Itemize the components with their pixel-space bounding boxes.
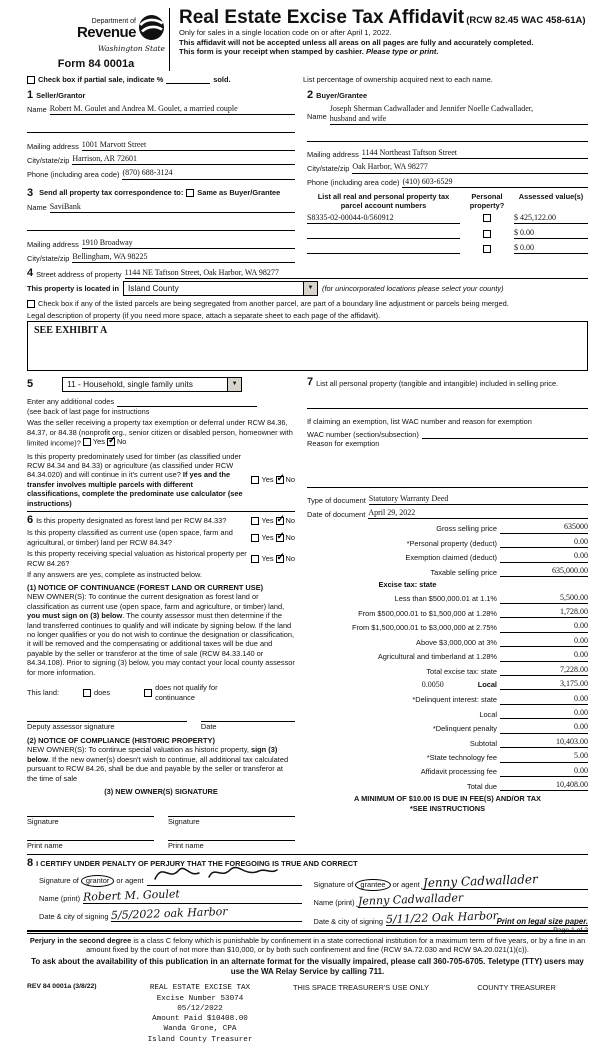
buyer-phone-value: (410) 603-6529: [402, 176, 453, 186]
agricultural-tax-field[interactable]: 0.00: [500, 650, 588, 661]
yes-label: Yes: [261, 533, 274, 543]
print-note-block: [497, 917, 588, 936]
seller-city-label: City/state/zip: [27, 155, 70, 165]
no-label: No: [285, 553, 295, 563]
exemption-note: If claiming an exemption, list WAC number and reason for exemption: [307, 417, 532, 427]
notice-continuance-title: (1) NOTICE OF CONTINUANCE (FOREST LAND OR CURRENT USE): [27, 582, 264, 592]
assessed-value-3: $ 0.00: [514, 243, 534, 253]
timber-no-checkbox[interactable]: [276, 476, 284, 484]
parcel-number-1: S8335-02-00044-0/560912: [307, 212, 394, 222]
chevron-down-icon[interactable]: ▼: [227, 378, 241, 391]
parcel-number-field-1[interactable]: [307, 213, 460, 224]
exemption-claimed-field[interactable]: 0.00: [500, 551, 588, 562]
notice-compliance-text: NEW OWNER(S): To continue special valuation as historic property, sign (3) below. If the new owner(s) doesn't wish to continue, all additional tax calculated pursuant to RCW 84.26, shall be due and payable by the seller or transferor at the time of sale: [27, 745, 289, 783]
same-as-buyer-checkbox[interactable]: [186, 189, 194, 197]
signature-label: Signature: [168, 816, 200, 826]
correspondence-mailing-value: 1910 Broadway: [81, 237, 133, 247]
buyer-name-value-1: Joseph Sherman Cadwallader and Jennifer Noelle Cadwallader,: [329, 103, 534, 113]
owner-print-name-field-1[interactable]: [27, 832, 154, 841]
assessed-value-field-3[interactable]: [514, 243, 588, 254]
seller-mailing-label: Mailing address: [27, 141, 79, 151]
buyer-city-field[interactable]: [352, 162, 588, 173]
buyer-name-label: Name: [307, 111, 327, 121]
does-label: does: [94, 688, 111, 698]
personal-property-checkbox-3[interactable]: [483, 245, 491, 253]
grantee-date-label: Date & city of signing: [313, 916, 383, 926]
new-owners-signature-title: (3) NEW OWNER(S) SIGNATURE: [104, 787, 218, 797]
grantee-date-value: 5/11/22 Oak Harbor: [385, 908, 499, 926]
segregated-checkbox[interactable]: [27, 300, 35, 308]
treasurer-use-only-label: THIS SPACE TREASURER'S USE ONLY: [293, 983, 430, 993]
grantor-date-label: Date & city of signing: [39, 912, 109, 922]
state-technology-fee-field[interactable]: 5.00: [500, 751, 588, 762]
yes-label: Yes: [261, 475, 274, 485]
buyer-heading: Buyer/Grantee: [316, 90, 368, 100]
parcels-table: [307, 192, 588, 255]
signature-label: Signature: [27, 816, 59, 826]
subtotal-field[interactable]: 10,403.00: [500, 737, 588, 748]
seller-mailing-field[interactable]: [82, 140, 295, 151]
this-land-label: This land:: [27, 688, 60, 698]
buyer-city-value: Oak Harbor, WA 98277: [352, 162, 428, 172]
county-dropdown[interactable]: [123, 281, 318, 296]
local-tax-field[interactable]: 3,175.00: [500, 679, 588, 690]
parcel-row-1: [307, 213, 588, 224]
total-excise-state-field[interactable]: 7,228.00: [500, 665, 588, 676]
yes-label: Yes: [92, 437, 105, 447]
partial-sale-checkbox[interactable]: [27, 76, 35, 84]
legal-description-label: Legal description of property (if you need more space, attach a separate sheet to each page of the affidavit).: [27, 310, 381, 320]
personal-property-checkbox-2[interactable]: [483, 230, 491, 238]
seller-name-value: Robert M. Goulet and Andrea M. Goulet, a married couple: [49, 103, 238, 113]
county-dropdown-value: Island County: [128, 283, 179, 294]
taxable-selling-price-field[interactable]: 635,000.00: [500, 566, 588, 577]
owner-signature-field-1[interactable]: [27, 807, 154, 817]
form-number: Form 84 0001a: [57, 58, 135, 71]
buyer-phone-label: Phone (including area code): [307, 178, 400, 188]
assessor-date-field[interactable]: [201, 712, 295, 722]
rcw-reference: (RCW 82.45 WAC 458-61A): [466, 15, 586, 26]
seller-phone-field[interactable]: [122, 168, 295, 179]
section-4-number: 4: [27, 267, 34, 280]
grantor-signature-field[interactable]: [147, 874, 302, 886]
historic-yes-checkbox[interactable]: [251, 555, 259, 563]
parcels-col2-header: Personal property?: [469, 191, 505, 211]
grantor-print-value: Robert M. Goulet: [82, 886, 181, 904]
document-date-field[interactable]: [368, 508, 588, 519]
segregated-label: Check box if any of the listed parcels are being segregated from another parcel, are part of a boundary line adjustment or parcels being merged.: [38, 299, 509, 309]
notice-continuance-text: NEW OWNER(S): To continue the current designation as forest land or classification as current use (open space, farm and agriculture, or timber) land, you must sign on (3) below. The county assessor must then determine if the land transferred continues to qualify and will indicate by signing below. If the land no longer qualifies or you do not wish to continue the designation or classification, it will be removed and the compensating or additional taxes will be due and payable by the seller or transferor at the time of sale (RCW 84.33.140 or 84.34.108). Prior to signing (3) below, you may contact your local county assessor for more information.: [27, 592, 295, 677]
grantee-signature: Jenny Cadwallader: [422, 871, 538, 890]
subtitle-1: Only for sales in a single location code on or after April 1, 2022.: [179, 27, 392, 37]
land-qualify-row: [27, 683, 295, 702]
print-name-label: Print name: [27, 841, 63, 851]
document-type-value: Statutory Warranty Deed: [368, 493, 449, 503]
personal-property-list-field[interactable]: [307, 400, 588, 409]
reason-exemption-label: Reason for exemption: [307, 439, 380, 449]
minimum-due-note: A MINIMUM OF $10.00 IS DUE IN FEE(S) AND/OR TAX: [354, 794, 541, 804]
does-checkbox[interactable]: [83, 689, 91, 697]
correspondence-mailing-label: Mailing address: [27, 239, 79, 249]
parcel-row-3: [307, 243, 588, 254]
treasurer-stamp: REAL ESTATE EXCISE TAX Excise Number 53074 05/12/2022 Amount Paid $10408.00 Wanda Grone, CPA Island County Treasurer: [147, 984, 253, 1044]
property-section: [27, 268, 588, 371]
no-label: No: [116, 437, 127, 447]
washington-state-label: Washington State: [97, 44, 165, 54]
no-label: No: [285, 516, 295, 526]
parcel-number-field-2[interactable]: [307, 230, 460, 239]
does-not-label: does not qualify for continuance: [155, 683, 218, 702]
grantee-role-circled: grantee: [355, 879, 390, 891]
page-number: Page 1 of 2: [553, 927, 588, 935]
assessed-value-field-2[interactable]: [514, 228, 588, 239]
buyer-name-field-2[interactable]: [307, 133, 588, 142]
tier4-tax-field[interactable]: 0.00: [500, 636, 588, 647]
document-type-field[interactable]: [369, 494, 588, 505]
reason-exemption-field[interactable]: [307, 479, 588, 488]
exemption-question: Was the seller receiving a property tax exemption or deferral under RCW 84.36, 84.37, or 84.38 (nonprofit org., senior citizen or disabled person, homeowner with limited income)? Yes ✓ No: [27, 418, 295, 448]
buyer-mailing-label: Mailing address: [307, 149, 359, 159]
buyer-mailing-value: 1144 Northeast Taftson Street: [361, 148, 457, 158]
deputy-assessor-signature-field[interactable]: [27, 712, 187, 722]
no-label: No: [285, 475, 295, 485]
see-instructions-note: *SEE INSTRUCTIONS: [409, 803, 486, 813]
owner-signature-field-2[interactable]: [168, 807, 295, 817]
current-use-question: Is this property classified as current use (open space, farm and agricultural, or timber) land per RCW 84.34?: [27, 528, 233, 547]
personal-property-checkbox-1[interactable]: [483, 214, 491, 222]
timber-question-row: [27, 452, 295, 509]
parcel-number-field-3[interactable]: [307, 245, 460, 254]
forest-yes-checkbox[interactable]: [251, 517, 259, 525]
owner-signatures-row: [27, 807, 295, 826]
grantor-role-circled: grantor: [81, 875, 114, 887]
seller-name-label: Name: [27, 105, 47, 115]
section-1-number: 1: [27, 88, 34, 101]
section-3-number: 3: [27, 186, 34, 199]
grantor-signature-block: Signature of grantor or agent Name (print) Robert M. Goulet Date & city of signing 5/5/2022 oak Harbor: [27, 871, 302, 927]
use-code-value: 11 - Household, single family units: [67, 379, 193, 390]
grantee-print-label: Name (print): [313, 898, 355, 908]
additional-codes-field[interactable]: [117, 398, 257, 407]
grantor-date-field[interactable]: [111, 904, 301, 922]
historic-question: Is this property receiving special valuation as historical property per RCW 84.26?: [27, 549, 247, 568]
any-answers-note: If any answers are yes, complete as instructed below.: [27, 570, 202, 580]
type-or-print-note: Please type or print.: [365, 47, 439, 57]
page-title: Real Estate Excise Tax Affidavit: [179, 7, 465, 28]
correspondence-city-value: Bellingham, WA 98225: [72, 252, 148, 262]
yes-label: Yes: [261, 553, 274, 563]
grantee-print-field[interactable]: [358, 893, 588, 908]
legal-description-value: SEE EXHIBIT A: [34, 325, 108, 337]
delinquent-penalty-field[interactable]: 0.00: [500, 722, 588, 733]
see-back-note: (see back of last page for instructions: [27, 406, 150, 416]
gross-selling-price-field[interactable]: 635000: [500, 522, 588, 533]
sold-label: sold.: [213, 75, 231, 85]
tier1-tax-field[interactable]: 5,500.00: [500, 593, 588, 604]
correspondence-city-field[interactable]: [72, 252, 295, 263]
buyer-name-field[interactable]: [330, 114, 588, 125]
certification-section: [27, 858, 588, 927]
historic-no-checkbox[interactable]: [276, 555, 284, 563]
personal-property-deduct-field[interactable]: 0.00: [500, 537, 588, 548]
seller-city-field[interactable]: [72, 154, 295, 165]
same-as-buyer-label: Same as Buyer/Grantee: [197, 188, 281, 198]
rev-number: REV 84 0001a (3/8/22): [27, 983, 97, 991]
seller-city-value: Harrison, AR 72601: [72, 154, 137, 164]
tier3-tax-field[interactable]: 0.00: [500, 621, 588, 632]
delinquent-interest-local-field[interactable]: 0.00: [500, 708, 588, 719]
street-address-field[interactable]: [125, 268, 588, 279]
current-use-no-checkbox[interactable]: [276, 534, 284, 542]
chevron-down-icon[interactable]: ▼: [303, 282, 317, 295]
timber-yes-checkbox[interactable]: [251, 476, 259, 484]
legal-description-box[interactable]: [27, 321, 588, 371]
buyer-section: [307, 90, 588, 264]
grantor-signature: [151, 864, 281, 886]
buyer-mailing-field[interactable]: [362, 148, 588, 159]
located-in-label: This property is located in: [27, 284, 119, 294]
subtitle-2: This affidavit will not be accepted unless all areas on all pages are fully and accurately completed.: [179, 37, 534, 47]
ownership-note: List percentage of ownership acquired next to each name.: [303, 75, 493, 85]
grantor-date-value: 5/5/2022 oak Harbor: [111, 904, 229, 922]
revenue-label: Revenue: [76, 24, 136, 42]
total-due-field[interactable]: 10,408.00: [500, 780, 588, 791]
county-treasurer-label: COUNTY TREASURER: [477, 983, 556, 993]
forest-land-question: Is this property designated as forest land per RCW 84.33?: [36, 516, 227, 526]
section-8-number: 8: [27, 856, 34, 869]
correspondence-name-field[interactable]: [50, 202, 295, 213]
parcels-col3-header: Assessed value(s): [518, 191, 584, 201]
buyer-city-label: City/state/zip: [307, 164, 350, 174]
grantee-print-value: Jenny Cadwallader: [357, 891, 463, 908]
partial-sale-label: Check box if partial sale, indicate %: [38, 75, 164, 85]
grantor-print-label: Name (print): [39, 894, 81, 904]
perjury-note: Perjury in the second degree is a class C felony which is punishable by confinement in a state correctional institution for a maximum term of five years, or by a fine in an amount fixed by the court of not more than $10,000, or by both such confinement and fine (RCW 9A.72.030 and RCW 9A.20.021(1)(c)).: [29, 936, 586, 955]
assessed-value-2: $ 0.00: [514, 227, 534, 237]
section-6-number: 6: [27, 514, 34, 527]
assessed-value-field-1[interactable]: [514, 213, 588, 224]
correspondence-section: [27, 188, 295, 264]
exemption-yes-checkbox[interactable]: [83, 438, 91, 446]
footer-row: [27, 983, 588, 1045]
document-date-label: Date of document: [307, 509, 366, 519]
yes-label: Yes: [261, 516, 274, 526]
document-type-label: Type of document: [307, 495, 366, 505]
print-note: Print on legal size paper.: [496, 917, 588, 927]
correspondence-name-label: Name: [27, 203, 47, 213]
date-label: Date: [200, 722, 217, 732]
parcel-row-2: [307, 228, 588, 239]
tier2-tax-field[interactable]: 1,728.00: [500, 607, 588, 618]
affidavit-processing-fee-field[interactable]: 0.00: [500, 766, 588, 777]
parcels-col1-header: List all real and personal property tax parcel account numbers: [317, 191, 450, 211]
section-2-number: 2: [307, 88, 314, 101]
form-header: [27, 8, 588, 71]
deputy-assessor-label: Deputy assessor signature: [27, 722, 115, 732]
county-note: (for unincorporated locations please select your county): [322, 284, 504, 294]
personal-property-heading: List all personal property (tangible and intangible) included in selling price.: [316, 378, 559, 388]
partial-sale-row: [27, 75, 588, 84]
correspondence-mailing-field[interactable]: [82, 238, 295, 249]
forest-land-question-row: [27, 515, 295, 526]
subtitle-3: This form is your receipt when stamped by cashier. Please type or print.: [179, 47, 439, 57]
forest-no-checkbox[interactable]: [276, 517, 284, 525]
current-use-yes-checkbox[interactable]: [251, 534, 259, 542]
certify-statement: I CERTIFY UNDER PENALTY OF PERJURY THAT THE FOREGOING IS TRUE AND CORRECT: [36, 858, 358, 868]
street-address-label: Street address of property: [36, 270, 122, 280]
buyer-phone-field[interactable]: [402, 177, 588, 188]
no-label: No: [285, 533, 295, 543]
grantee-signature-block: Signature of grantee or agent Jenny Cadwallader Name (print) Jenny Cadwallader Date & city of signing 5/11/22 Oak Harbor: [314, 871, 589, 927]
current-use-question-row: [27, 528, 295, 547]
partial-sale-percent-field[interactable]: [166, 75, 210, 84]
wac-number-field[interactable]: [422, 430, 588, 439]
seller-heading: Seller/Grantor: [36, 90, 86, 100]
notice-compliance-title: (2) NOTICE OF COMPLIANCE (HISTORIC PROPERTY): [27, 735, 215, 745]
document-date-value: April 29, 2022: [368, 508, 416, 518]
use-code-row: [27, 377, 295, 392]
dept-of-label: Department of: [91, 17, 136, 25]
street-address-value: 1144 NE Taftson Street, Oak Harbor, WA 98277: [124, 268, 279, 278]
buyer-name-value-2: husband and wife: [329, 113, 387, 123]
seller-section: [27, 90, 295, 264]
section-5-number: 5: [27, 378, 34, 391]
additional-codes-label: Enter any additional codes: [27, 397, 115, 407]
assessed-value-1: $ 425,122.00: [514, 212, 556, 222]
title-block: [169, 8, 586, 71]
use-code-dropdown[interactable]: [62, 377, 242, 392]
historic-question-row: [27, 549, 295, 568]
correspondence-name-field-2[interactable]: [27, 222, 295, 231]
owner-print-names-row: [27, 832, 295, 850]
owner-print-name-field-2[interactable]: [168, 832, 295, 841]
delinquent-interest-state-field[interactable]: 0.00: [500, 694, 588, 705]
dor-swirl-logo-icon: [138, 14, 165, 43]
correspondence-heading: Send all property tax correspondence to:: [39, 188, 184, 198]
exemption-no-checkbox[interactable]: [107, 438, 115, 446]
excise-tax-table: Gross selling price 635000 *Personal property (deduct) 0.00 Exemption claimed (deduct) 0.00 Taxable selling price 635,000.00 Excise tax: state Less than $500,000.01 at 1.1% 5,500.00 From $500,000.01 to $1,500,000 at 1.28% 1,728.00 From $1,500,000.01 to $3,000,000 at 2.75% 0.00 Above $3,000,000 at 3% 0.00 Agricultural and timberland at 1.28% 0.00 Total excise tax: state 7,228.00 0.0050 Local 3,175.00 *Delinquent interest: state 0.00 Local 0.00 *Delinquent penalty 0.00 Subtotal 10,403.00 *State technology fee 5.00 Affidavit processing fee 0.00 Total due 10,408.00 A MINIMUM OF $10.00 IS DUE IN FEE(S) AND/OR TAX *SEE INSTRUCTIONS: [307, 522, 588, 813]
seller-name-field[interactable]: [50, 104, 295, 115]
print-name-label: Print name: [168, 841, 204, 851]
excise-state-header: Excise tax: state: [378, 579, 437, 589]
correspondence-name-value: SaviBank: [49, 201, 81, 211]
alt-format-note: To ask about the availability of this publication in an alternate format for the visually impaired, please call 360-705-6705. Teletype (TTY) users may use the WA Relay Service by calling 711.: [31, 956, 584, 977]
seller-name-field-2[interactable]: [27, 124, 295, 133]
timber-question: Is this property predominately used for timber (as classified under RCW 84.34 and 84.33) or agriculture (as classified under RCW 84.34.020) and will continue in it's current use? If yes and the transfer involves multiple parcels with different classifications, complete the predominate use calculator (see instructions): [27, 451, 243, 508]
seller-mailing-value: 1001 Marvott Street: [81, 139, 147, 149]
agency-logo-block: [27, 8, 165, 71]
correspondence-city-label: City/state/zip: [27, 253, 70, 263]
grantor-print-field[interactable]: [82, 886, 301, 904]
local-rate-value: 0.0050: [421, 680, 444, 690]
seller-phone-value: (870) 688-3124: [122, 168, 173, 178]
does-not-checkbox[interactable]: [144, 689, 152, 697]
grantee-signature-field[interactable]: [422, 871, 588, 890]
seller-phone-label: Phone (including area code): [27, 170, 120, 180]
assessor-signature-row: [27, 712, 295, 731]
section-7-number: 7: [307, 376, 314, 389]
wac-number-label: WAC number (section/subsection): [307, 429, 419, 439]
